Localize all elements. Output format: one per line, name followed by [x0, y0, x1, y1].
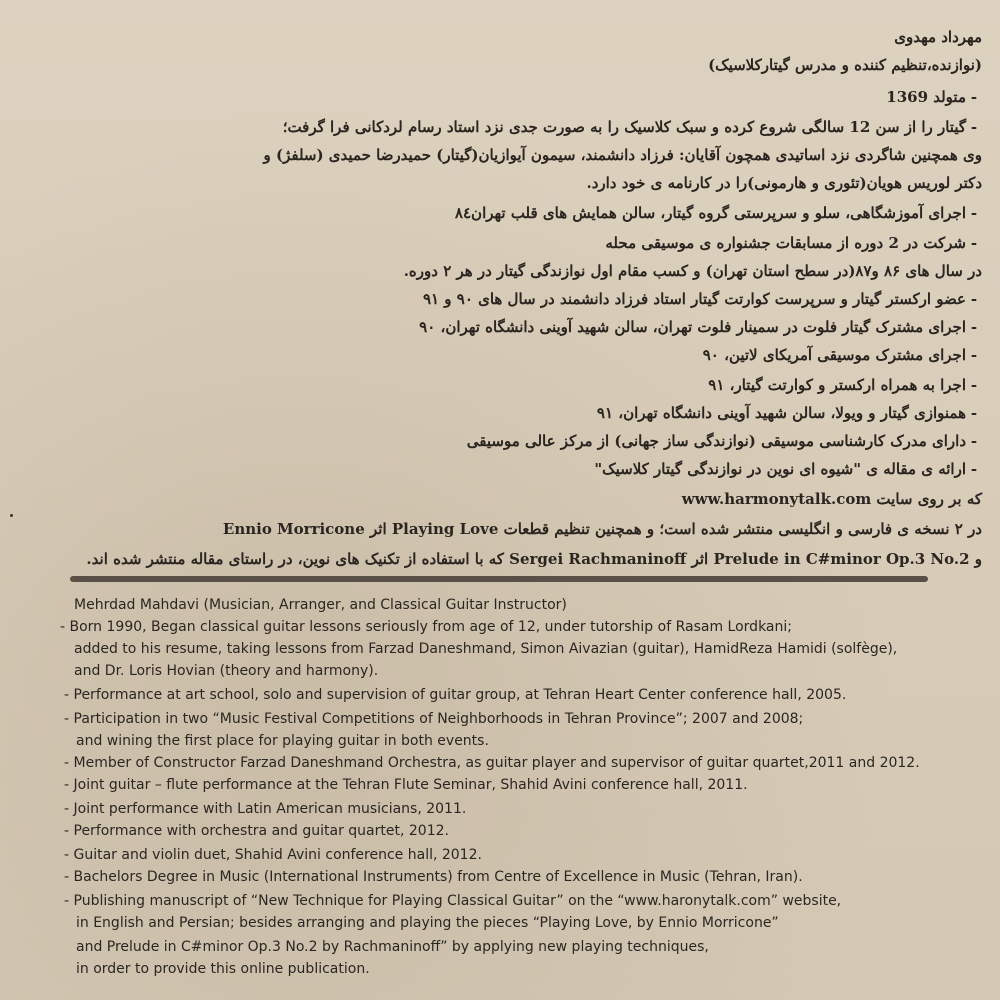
english-orchestra: - Member of Constructor Farzad Daneshmand Orchestra, as guitar player and supervisor of guitar quartet,2011 and 2012.	[64, 755, 920, 771]
english-born-line-2: added to his resume, taking lessons from Farzad Daneshmand, Simon Aivazian (guitar), HamidReza Hamidi (solfège),	[74, 641, 898, 657]
persian-degree: - دارای مدرک کارشناسی موسیقی (نوازندگی ساز جهانی) از مرکز عالی موسیقی	[22, 428, 982, 454]
persian-article-line-3: در ۲ نسخه ی فارسی و انگلیسی منتشر شده است؛ و همچنین تنظیم قطعات Playing Love اثر Ennio Morricone	[222, 520, 982, 538]
english-born-line-3: and Dr. Loris Hovian (theory and harmony).	[74, 663, 379, 679]
english-perf-art: - Performance at art school, solo and supervision of guitar group, at Tehran Heart Center conference hall, 2005.	[64, 687, 847, 703]
persian-article-line-1: - ارائه ی مقاله ی "شیوه ای نوین در نوازندگی گیتار کلاسیک"	[22, 456, 982, 482]
section-divider	[70, 576, 928, 582]
english-quartet: - Performance with orchestra and guitar quartet, 2012.	[64, 823, 449, 839]
persian-study-line-3: دکتر لوریس هویان(تئوری و هارمونی)را در کارنامه ی خود دارد.	[586, 174, 982, 192]
persian-born: - متولد 1369	[22, 84, 982, 110]
persian-name: مهرداد مهدوی	[894, 28, 982, 46]
english-born-line-1: - Born 1990, Began classical guitar lessons seriously from age of 12, under tutorship of Rasam Lordkani;	[60, 619, 792, 635]
english-festival-line-2: and wining the first place for playing guitar in both events.	[76, 733, 489, 749]
persian-with-orchestra: - اجرا به همراه ارکستر و کوارتت گیتار، ۹۱	[22, 372, 982, 398]
persian-article-line-4: و Prelude in C#minor Op.3 No.2 اثر Sergei Rachmaninoff که با استفاده از تکنیک های نوین، در راستای مقاله منتشر شده اند.	[86, 550, 982, 568]
english-publication-line-3: and Prelude in C#minor Op.3 No.2 by Rachmaninoff” by applying new playing techniques,	[76, 939, 709, 955]
english-degree: - Bachelors Degree in Music (International Instruments) from Centre of Excellence in Music (Tehran, Iran).	[64, 869, 803, 885]
persian-article-line-2: که بر روی سایت www.harmonytalk.com	[681, 490, 982, 508]
english-latin: - Joint performance with Latin American musicians, 2011.	[64, 801, 467, 817]
persian-orchestra: - عضو ارکستر گیتار و سرپرست کوارتت گیتار استاد فرزاد دانشمند در سال های ۹۰ و ۹۱	[22, 286, 982, 312]
english-publication-line-1: - Publishing manuscript of “New Technique for Playing Classical Guitar” on the “www.haronytalk.com” website,	[64, 893, 842, 909]
english-festival-line-1: - Participation in two “Music Festival Competitions of Neighborhoods in Tehran Province”; 2007 and 2008;	[64, 711, 804, 727]
english-publication-line-4: in order to provide this online publication.	[76, 961, 370, 977]
english-name: Mehrdad Mahdavi (Musician, Arranger, and Classical Guitar Instructor)	[74, 597, 567, 613]
persian-flute: - اجرای مشترک گیتار فلوت در سمینار فلوت تهران، سالن شهید آوینی دانشگاه تهران، ۹۰	[22, 314, 982, 340]
english-publication-line-2: in English and Persian; besides arranging and playing the pieces “Playing Love, by Ennio Morricone”	[76, 915, 779, 931]
persian-study-line-1: - گیتار را از سن 12 سالگی شروع کرده و سبک کلاسیک را به صورت جدی نزد استاد رسام لردکانی فرا گرفت؛	[22, 114, 982, 140]
persian-festival-line-2: در سال های ۸۶ و۸۷(در سطح استان تهران) و کسب مقام اول نوازندگی گیتار در هر ۲ دوره.	[403, 262, 982, 280]
persian-viola: - همنوازی گیتار و ویولا، سالن شهید آوینی دانشگاه تهران، ۹۱	[22, 400, 982, 426]
persian-latin: - اجرای مشترک موسیقی آمریکای لاتین، ۹۰	[22, 342, 982, 368]
english-flute: - Joint guitar – flute performance at the Tehran Flute Seminar, Shahid Avini conference hall, 2011.	[64, 777, 748, 793]
persian-perf-art: - اجرای آموزشگاهی، سلو و سرپرستی گروه گیتار، سالن همایش های قلب تهران۸٤	[22, 200, 982, 226]
persian-study-line-2: وی همچنین شاگردی نزد اساتیدی همچون آقایان: فرزاد دانشمند، سیمون آیوازیان(گیتار) حمیدرضا حمیدی (سلفژ) و	[263, 146, 982, 164]
english-violin: - Guitar and violin duet, Shahid Avini conference hall, 2012.	[64, 847, 482, 863]
stray-mark	[10, 514, 13, 517]
persian-title: (نوازنده،تنظیم کننده و مدرس گیتارکلاسیک)	[708, 56, 982, 74]
persian-festival-line-1: - شرکت در 2 دوره از مسابقات جشنواره ی موسیقی محله	[22, 230, 982, 256]
